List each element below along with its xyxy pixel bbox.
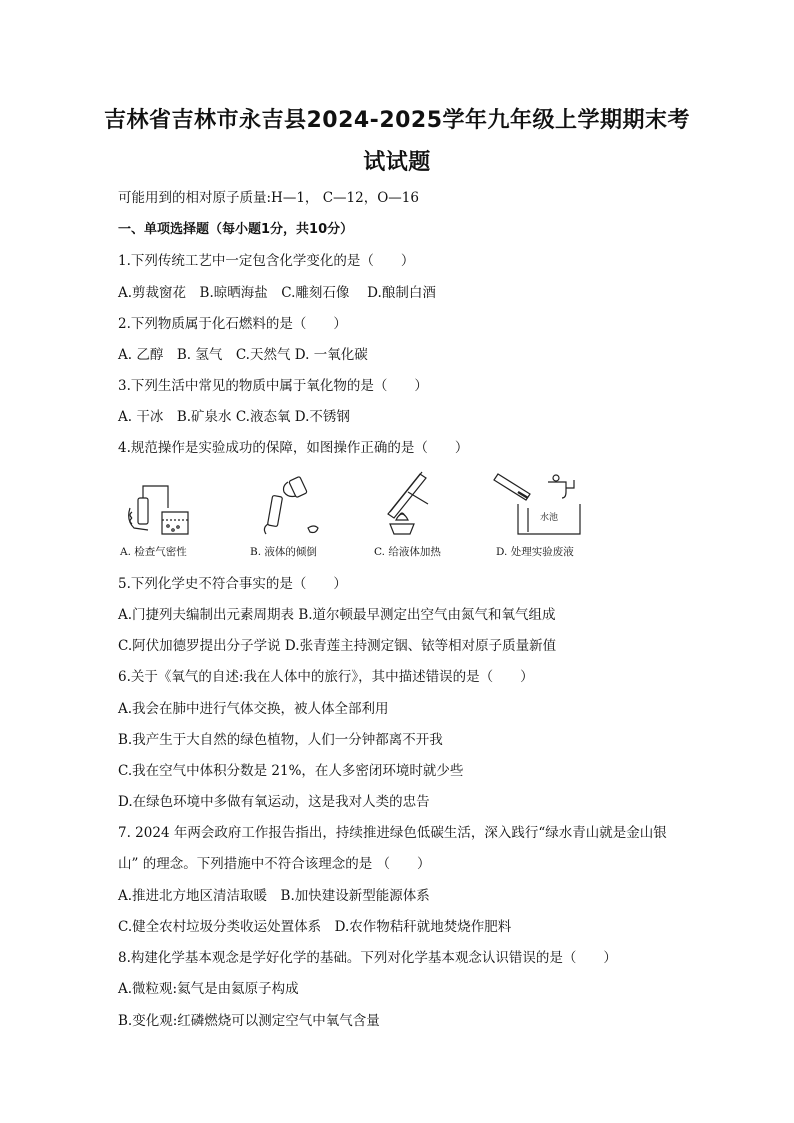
- question-5-options-cd: C.阿伏加德罗提出分子学说 D.张青莲主持测定铟、铱等相对原子质量新值: [118, 638, 557, 654]
- question-4-figures: [118, 468, 598, 560]
- heating-liquid-drawing: [368, 468, 458, 538]
- question-6-option-c: C.我在空气中体积分数是 21%，在人多密闭环境时就少些: [118, 763, 464, 779]
- question-8-stem: 8.构建化学基本观念是学好化学的基础。下列对化学基本观念认识错误的是（ ）: [118, 950, 617, 966]
- figure-a-caption: A. 检查气密性: [120, 546, 187, 558]
- question-3-options: A. 干冰 B.矿泉水 C.液态氧 D.不锈钢: [118, 409, 350, 425]
- question-2-stem: 2.下列物质属于化石燃料的是（ ）: [118, 316, 347, 332]
- question-3-stem: 3.下列生活中常见的物质中属于氧化物的是（ ）: [118, 378, 428, 394]
- figure-d-caption: D. 处理实验废液: [496, 546, 574, 558]
- airtightness-check-drawing: [118, 468, 208, 538]
- question-1-stem: 1.下列传统工艺中一定包含化学变化的是（ ）: [118, 253, 415, 269]
- question-7-stem-continued: 山” 的理念。下列措施中不符合该理念的是 （ ）: [118, 856, 431, 872]
- page-title: 吉林省吉林市永吉县2024-2025学年九年级上学期期末考: [103, 108, 691, 133]
- question-7-options-ab: A.推进北方地区清洁取暖 B.加快建设新型能源体系: [118, 888, 430, 904]
- section-heading: 一、单项选择题（每小题1分，共10分）: [118, 222, 354, 237]
- figure-c: [368, 468, 478, 560]
- question-5-stem: 5.下列化学史不符合事实的是（ ）: [118, 576, 347, 592]
- question-5-options-ab: A.门捷列夫编制出元素周期表 B.道尔顿最早测定出空气由氮气和氧气组成: [118, 607, 556, 623]
- question-6-stem: 6.关于《氧气的自述:我在人体中的旅行》，其中描述错误的是（ ）: [118, 669, 534, 685]
- pool-label: 水池: [540, 513, 559, 523]
- figure-c-caption: C. 给液体加热: [374, 546, 441, 558]
- question-1-options: A.剪裁窗花 B.晾晒海盐 C.雕刻石像 D.酿制白酒: [118, 285, 436, 301]
- question-6-option-d: D.在绿色环境中多做有氧运动，这是我对人类的忠告: [118, 794, 430, 810]
- figure-b: [248, 468, 358, 560]
- question-8-option-b: B.变化观:红磷燃烧可以测定空气中氧气含量: [118, 1013, 380, 1029]
- figure-d: [488, 468, 598, 560]
- question-4-stem: 4.规范操作是实验成功的保障，如图操作正确的是（ ）: [118, 440, 469, 456]
- question-2-options: A. 乙醇 B. 氢气 C.天然气 D. 一氧化碳: [118, 347, 368, 363]
- atomic-mass-note: 可能用到的相对原子质量:H—1， C—12，O—16: [118, 190, 419, 206]
- question-7-options-cd: C.健全农村垃圾分类收运处置体系 D.农作物秸秆就地焚烧作肥料: [118, 919, 512, 935]
- question-7-stem: 7. 2024 年两会政府工作报告指出，持续推进绿色低碳生活，深入践行“绿水青山就是金山银: [118, 825, 667, 841]
- figure-a: [118, 468, 238, 560]
- figure-b-caption: B. 液体的倾倒: [250, 546, 317, 558]
- question-8-option-a: A.微粒观:氦气是由氦原子构成: [118, 981, 299, 997]
- waste-disposal-drawing: [488, 468, 588, 538]
- page-title-continued: 试试题: [363, 150, 431, 175]
- question-6-option-b: B.我产生于大自然的绿色植物，人们一分钟都离不开我: [118, 732, 443, 748]
- pouring-liquid-drawing: [248, 468, 338, 538]
- question-6-option-a: A.我会在肺中进行气体交换，被人体全部利用: [118, 701, 389, 717]
